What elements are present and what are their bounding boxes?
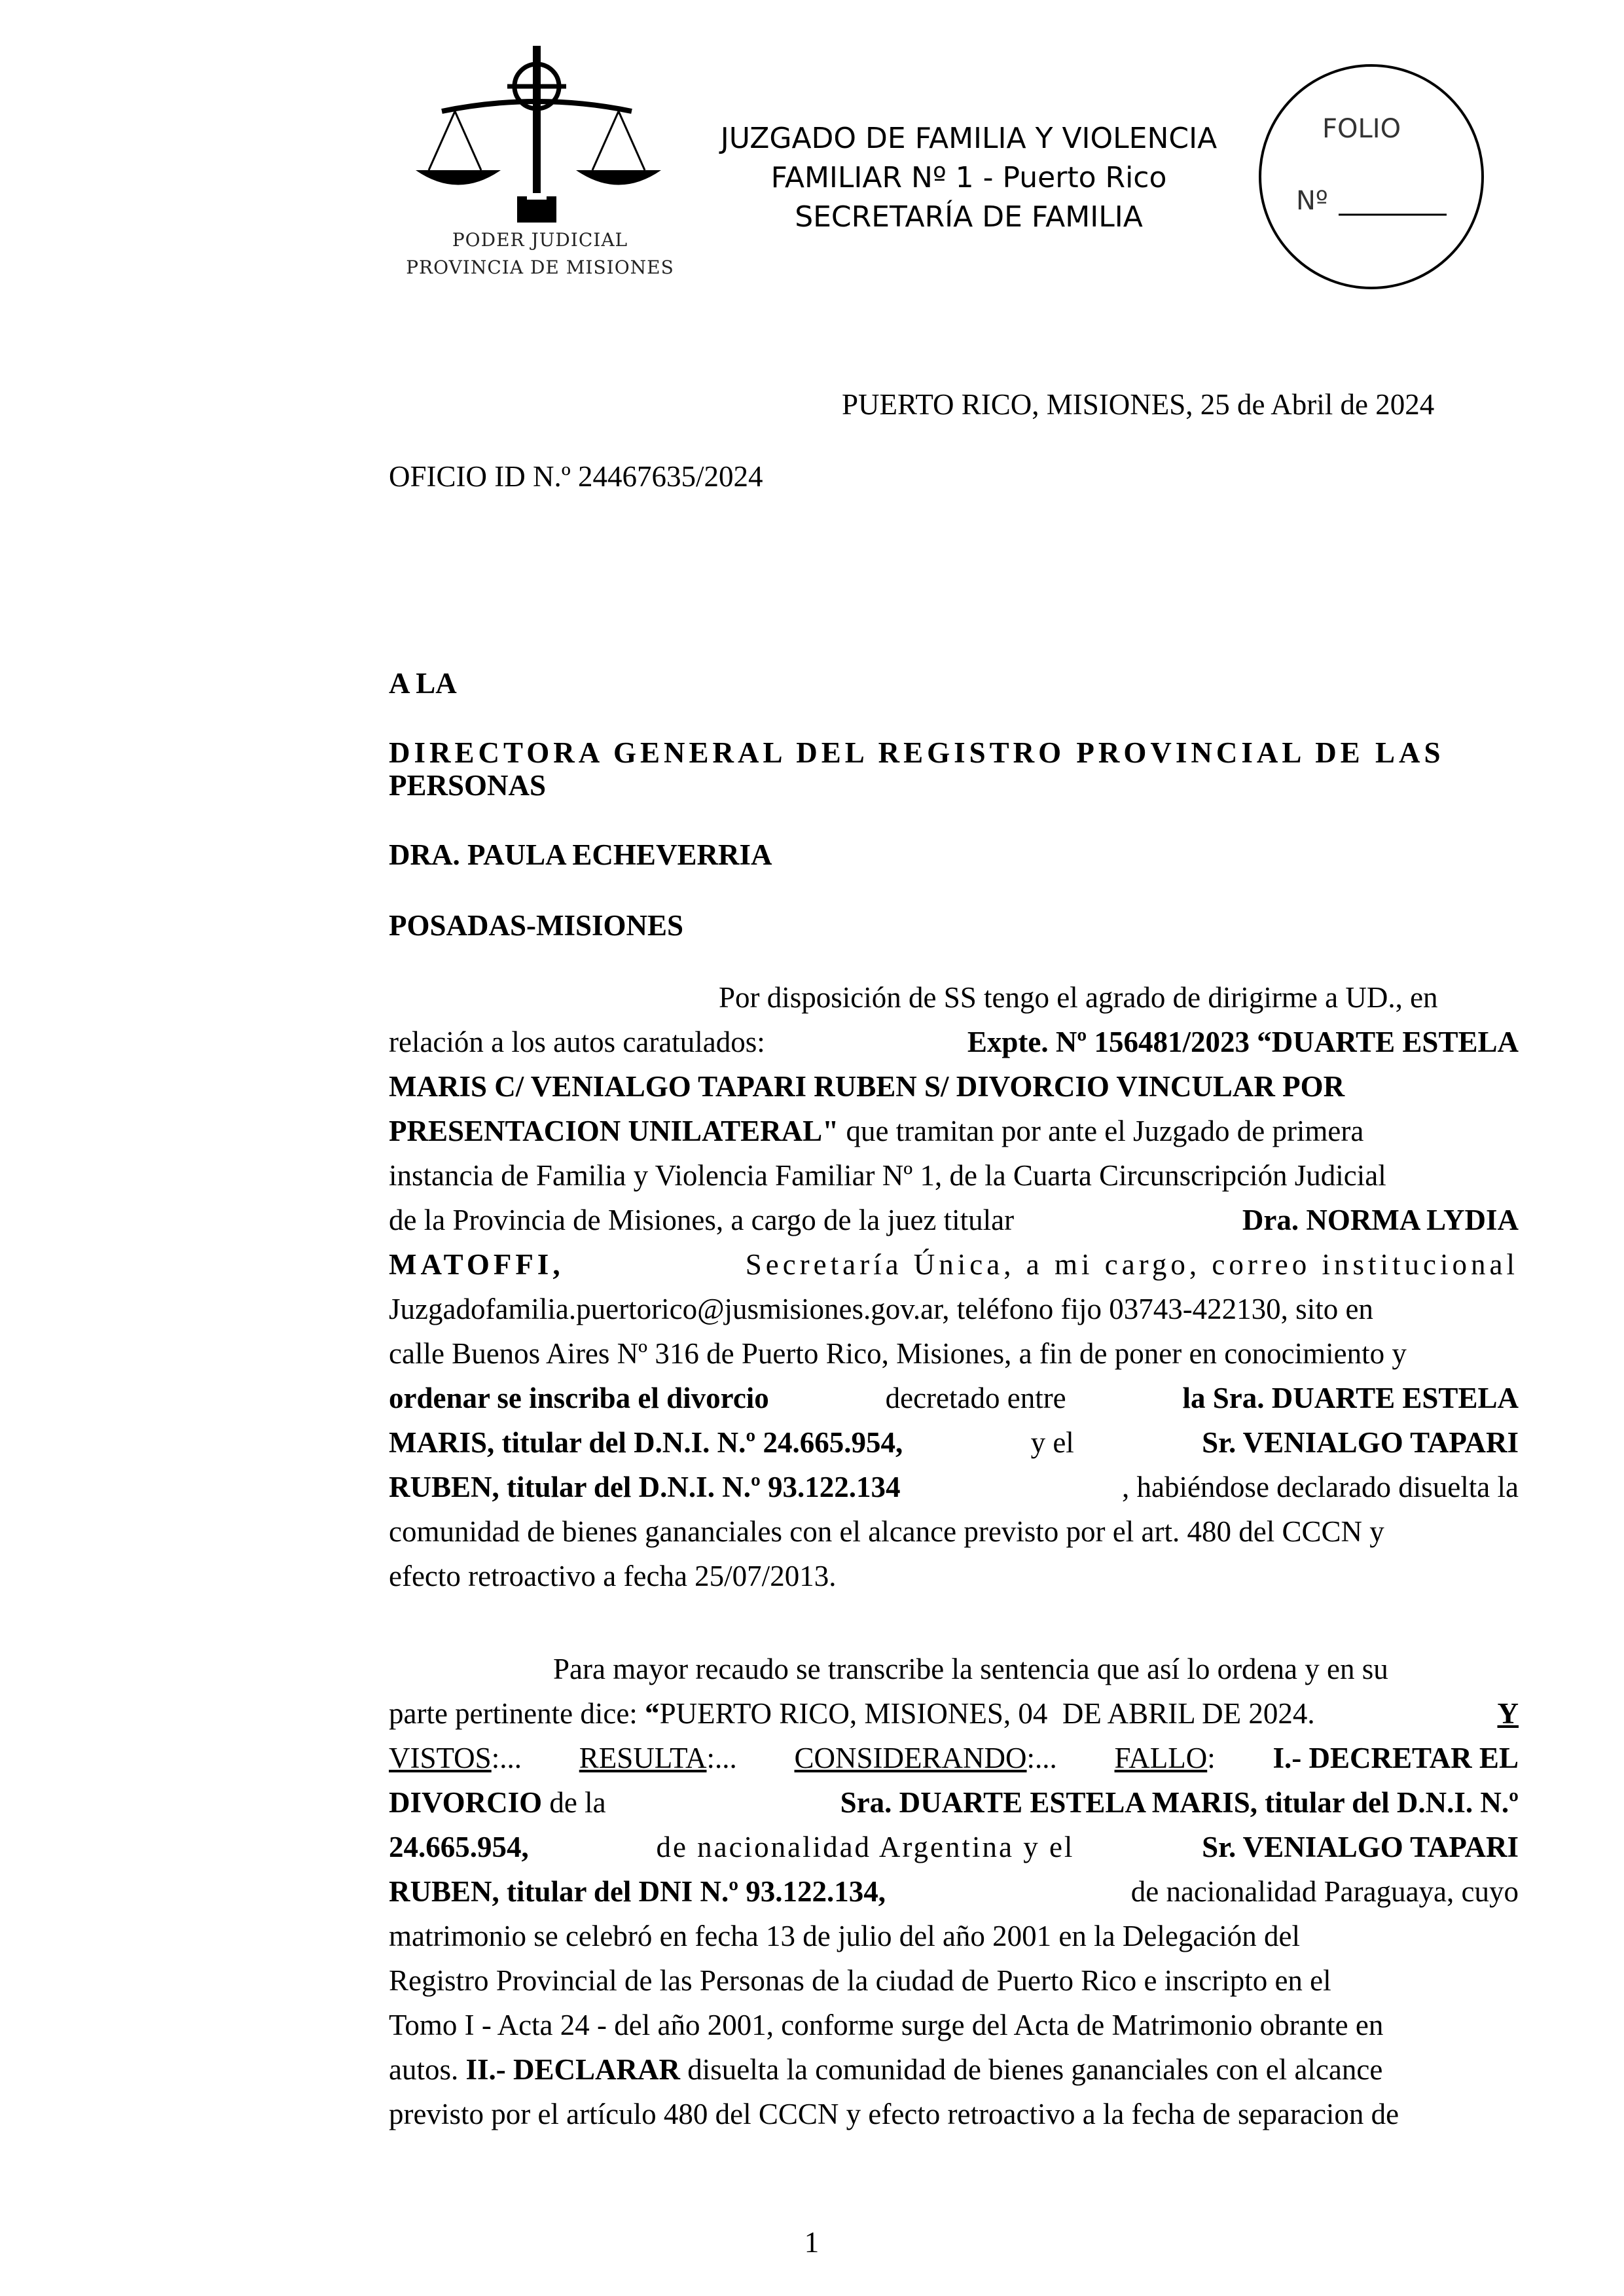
scales-of-justice-icon <box>403 39 677 236</box>
p1-line: comunidad de bienes gananciales con el alcance previsto por el art. 480 del CCCN y <box>389 1515 1384 1548</box>
p1-line: Juzgadofamilia.puertorico@jusmisiones.gov.ar, teléfono fijo 03743-422130, sito en <box>389 1293 1373 1325</box>
folio-number-label: Nº <box>1296 186 1328 216</box>
p1-line: ordenar se inscriba el divorcio decretado entre la Sra. DUARTE ESTELA <box>389 1382 1519 1414</box>
folio-label: FOLIO <box>1322 114 1401 144</box>
court-line-3: SECRETARÍA DE FAMILIA <box>795 200 1143 234</box>
oficio-id: OFICIO ID N.º 24467635/2024 <box>389 460 763 493</box>
p1-line: PRESENTACION UNILATERAL" que tramitan por ante el Juzgado de primera <box>389 1115 1364 1147</box>
addressee-line-1: A LA <box>389 667 457 700</box>
court-header <box>681 119 1257 237</box>
p1-line: RUBEN, titular del D.N.I. N.º 93.122.134 , habiéndose declarado disuelta la <box>389 1471 1519 1503</box>
court-line-2: FAMILIAR Nº 1 - Puerto Rico <box>770 161 1167 194</box>
p1-line: calle Buenos Aires Nº 316 de Puerto Rico, Misiones, a fin de poner en conocimiento y <box>389 1337 1407 1370</box>
p2-line: VISTOS:... RESULTA:... CONSIDERANDO:... FALLO: I.- DECRETAR EL <box>389 1742 1519 1774</box>
p2-line: autos. II.- DECLARAR disuelta la comunidad de bienes gananciales con el alcance <box>389 2053 1383 2086</box>
addressee-line-2: DIRECTORA GENERAL DEL REGISTRO PROVINCIAL DE LAS <box>389 736 1445 769</box>
p2-line: DIVORCIO de la Sra. DUARTE ESTELA MARIS, titular del D.N.I. N.º <box>389 1786 1519 1819</box>
addressee-line-3: DRA. PAULA ECHEVERRIA <box>389 838 772 871</box>
addressee-line-4: POSADAS-MISIONES <box>389 909 684 942</box>
p1-line: instancia de Familia y Violencia Familiar Nº 1, de la Cuarta Circunscripción Judicial <box>389 1159 1386 1192</box>
p1-line: Por disposición de SS tengo el agrado de dirigirme a UD., en <box>719 981 1438 1014</box>
addressee-line-2b: PERSONAS <box>389 769 547 802</box>
page-number: 1 <box>804 2226 820 2259</box>
p2-line: matrimonio se celebró en fecha 13 de julio del año 2001 en la Delegación del <box>389 1920 1300 1952</box>
p1-line: efecto retroactivo a fecha 25/07/2013. <box>389 1560 837 1592</box>
p1-line: MARIS C/ VENIALGO TAPARI RUBEN S/ DIVORCIO VINCULAR POR <box>389 1070 1345 1103</box>
p2-line: 24.665.954, de nacionalidad Argentina y el Sr. VENIALGO TAPARI <box>389 1831 1519 1863</box>
p1-line: relación a los autos caratulados: Expte. Nº 156481/2023 “DUARTE ESTELA <box>389 1026 1519 1058</box>
p1-line: MATOFFI, Secretaría Única, a mi cargo, correo institucional <box>389 1248 1519 1281</box>
p2-line: RUBEN, titular del DNI N.º 93.122.134, de nacionalidad Paraguaya, cuyo <box>389 1875 1519 1908</box>
p2-line: parte pertinente dice: “PUERTO RICO, MISIONES, 04 DE ABRIL DE 2024. Y <box>389 1697 1519 1730</box>
p1-line: de la Provincia de Misiones, a cargo de la juez titular Dra. NORMA LYDIA <box>389 1204 1519 1236</box>
p2-line: Registro Provincial de las Personas de la ciudad de Puerto Rico e inscripto en el <box>389 1964 1331 1997</box>
p2-line: Tomo I - Acta 24 - del año 2001, conforme surge del Acta de Matrimonio obrante en <box>389 2009 1384 2041</box>
p2-line: previsto por el artículo 480 del CCCN y efecto retroactivo a la fecha de separacion de <box>389 2098 1399 2130</box>
logo-line-2: PROVINCIA DE MISIONES <box>406 257 674 278</box>
court-line-1: JUZGADO DE FAMILIA Y VIOLENCIA <box>720 122 1218 155</box>
logo-line-1: PODER JUDICIAL <box>452 229 628 251</box>
p1-line: MARIS, titular del D.N.I. N.º 24.665.954, y el Sr. VENIALGO TAPARI <box>389 1426 1519 1459</box>
date-line: PUERTO RICO, MISIONES, 25 de Abril de 2024 <box>842 388 1435 421</box>
folio-stamp <box>1247 59 1496 308</box>
poder-judicial-logo <box>403 39 677 288</box>
p2-line: Para mayor recaudo se transcribe la sentencia que así lo ordena y en su <box>553 1653 1388 1685</box>
